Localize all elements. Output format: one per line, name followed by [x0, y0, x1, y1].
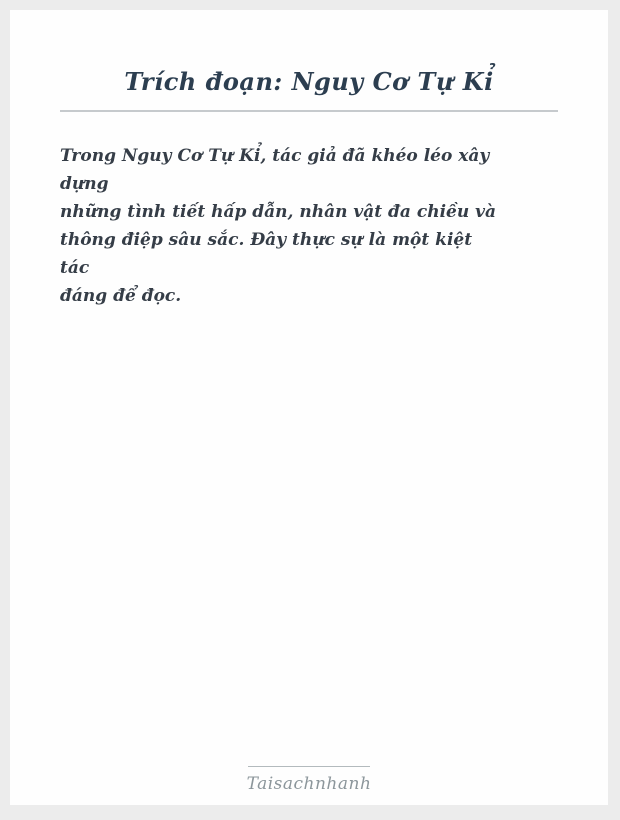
title-divider	[60, 110, 558, 112]
footer	[10, 766, 608, 805]
excerpt-line: những tình tiết hấp dẫn, nhân vật đa chiều và	[60, 202, 497, 222]
excerpt-line: tác	[60, 258, 90, 278]
excerpt-paragraph	[60, 142, 558, 310]
page-title: Trích đoạn: Nguy Cơ Tự Kỉ	[124, 67, 494, 96]
excerpt-line: Trong Nguy Cơ Tự Kỉ, tác giả đã khéo léo xây	[60, 146, 490, 166]
document-card	[10, 10, 608, 805]
footer-divider	[248, 766, 370, 767]
excerpt-line: đáng để đọc.	[60, 286, 182, 306]
footer-signature: Taisachnhanh	[246, 774, 372, 794]
excerpt-line: thông điệp sâu sắc. Đây thực sự là một kiệt	[60, 230, 473, 250]
excerpt-line: dựng	[60, 174, 109, 194]
